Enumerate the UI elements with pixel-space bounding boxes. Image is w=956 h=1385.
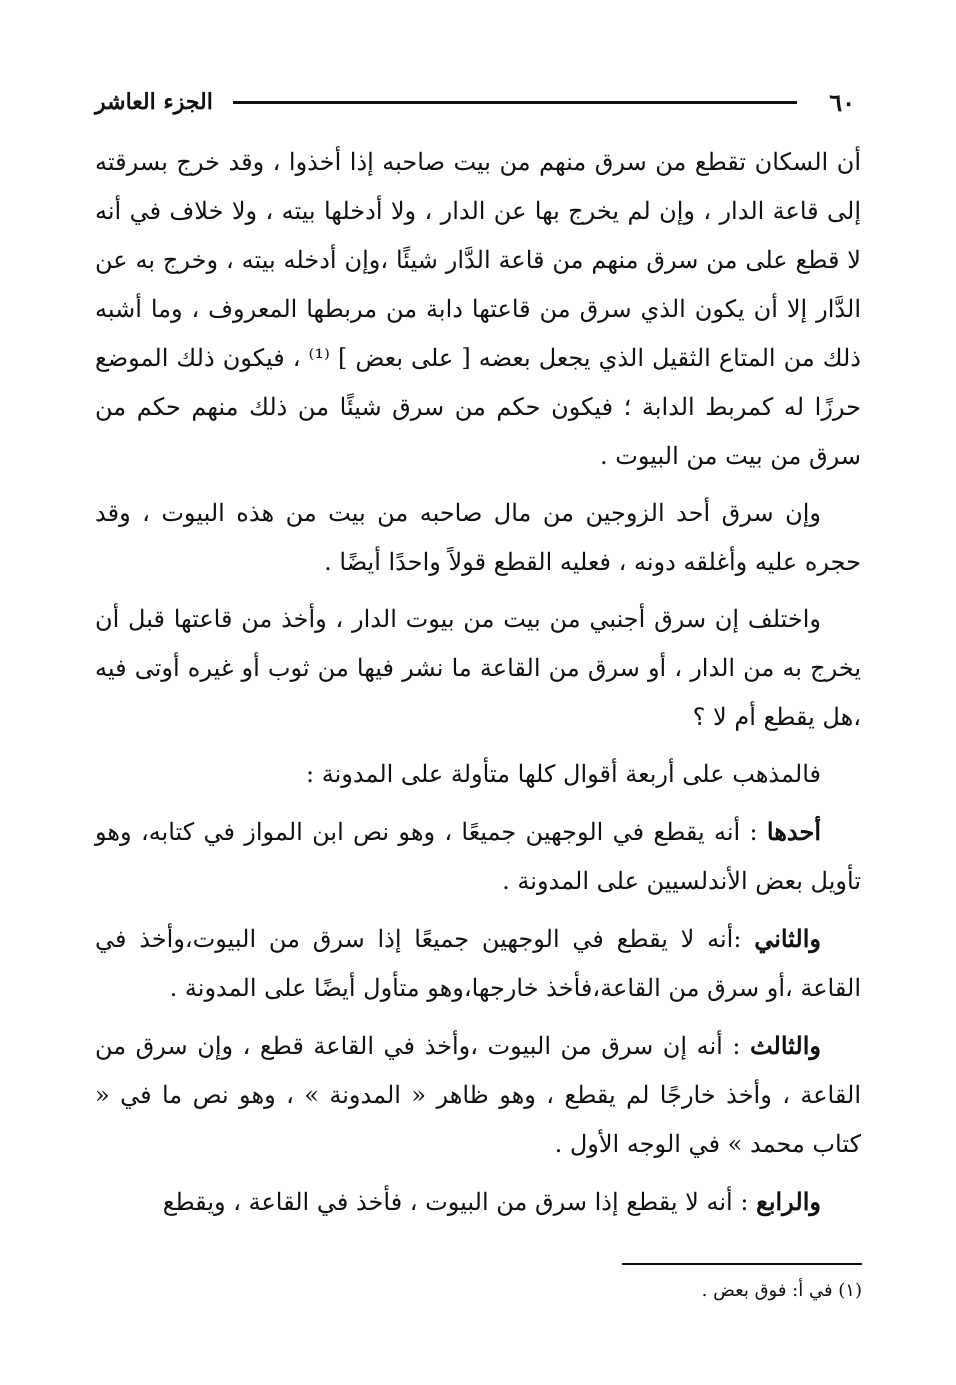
opinion-text-2: :أنه لا يقطع في الوجهين جميعًا إذا سرق من البيوت،وأخذ في القاعة ،أو سرق من القاعة،فأخذ خارجها،وهو متأول أيضًا على المدونة . xyxy=(95,925,861,1002)
paragraph-4: فالمذهب على أربعة أقوال كلها متأولة على المدونة : xyxy=(306,760,821,788)
opinion-label-3: والثالث xyxy=(749,1031,821,1060)
header-rule xyxy=(233,101,797,104)
page-number: ٦٠ xyxy=(829,87,855,117)
paragraph-1: أن السكان تقطع من سرق منهم من بيت صاحبه إذا أخذوا ، وقد خرج بسرقته إلى قاعة الدار ، وإن لم يخرج بها عن الدار ، ولا أدخلها بيته ، ولا خلاف في أنه لا قطع على من سرق منهم من قاعة الدَّار شيئًا ،وإن أدخله بيته ، وخرج به عن الدَّار إلا أن يكون الذي سرق من قاعتها دابة من مربطها المعروف ، وما أشبه ذلك من المتاع الثقيل الذي يجعل بعضه [ على بعض ] ⁽¹⁾ ، فيكون ذلك الموضع حرزًا له كمربط الدابة ؛ فيكون حكم من سرق شيئًا من ذلك منهم حكم من سرق من بيت من البيوت . xyxy=(95,148,861,470)
paragraph-6 xyxy=(95,914,861,1013)
opinion-text-1: : أنه يقطع في الوجهين جميعًا ، وهو نص ابن المواز في كتابه، وهو تأويل بعض الأندلسيين على المدونة . xyxy=(95,818,861,895)
opinion-text-3: : أنه إن سرق من البيوت ،وأخذ في القاعة قطع ، وإن سرق من القاعة ، وأخذ خارجًا لم يقطع ، وهو ظاهر « المدونة » ، وهو نص ما في « كتاب محمد » في الوجه الأول . xyxy=(95,1032,861,1158)
opinion-text-4: : أنه لا يقطع إذا سرق من البيوت ، فأخذ في القاعة ، ويقطع xyxy=(162,1188,757,1216)
page-header xyxy=(95,84,855,120)
paragraph-5 xyxy=(95,807,861,906)
opinion-label-4: والرابع xyxy=(756,1187,821,1216)
opinion-label-2: والثاني xyxy=(754,924,821,953)
opinion-label-1: أحدها xyxy=(766,817,821,846)
running-title: الجزء العاشر xyxy=(95,89,213,115)
footnote: (١) في أ: فوق بعض . xyxy=(701,1280,862,1301)
paragraph-2: وإن سرق أحد الزوجين من مال صاحبه من بيت من هذه البيوت ، وقد حجره عليه وأغلقه دونه ، فعليه القطع قولاً واحدًا أيضًا . xyxy=(95,499,861,576)
footnote-rule xyxy=(622,1263,862,1265)
body-text xyxy=(95,138,861,1235)
paragraph-3: واختلف إن سرق أجنبي من بيت من بيوت الدار ، وأخذ من قاعتها قبل أن يخرج به من الدار ، أو سرق من القاعة ما نشر فيها من ثوب أو غيره أوتى فيه ،هل يقطع أم لا ؟ xyxy=(95,605,861,731)
paragraph-8 xyxy=(95,1177,861,1227)
paragraph-7 xyxy=(95,1021,861,1169)
